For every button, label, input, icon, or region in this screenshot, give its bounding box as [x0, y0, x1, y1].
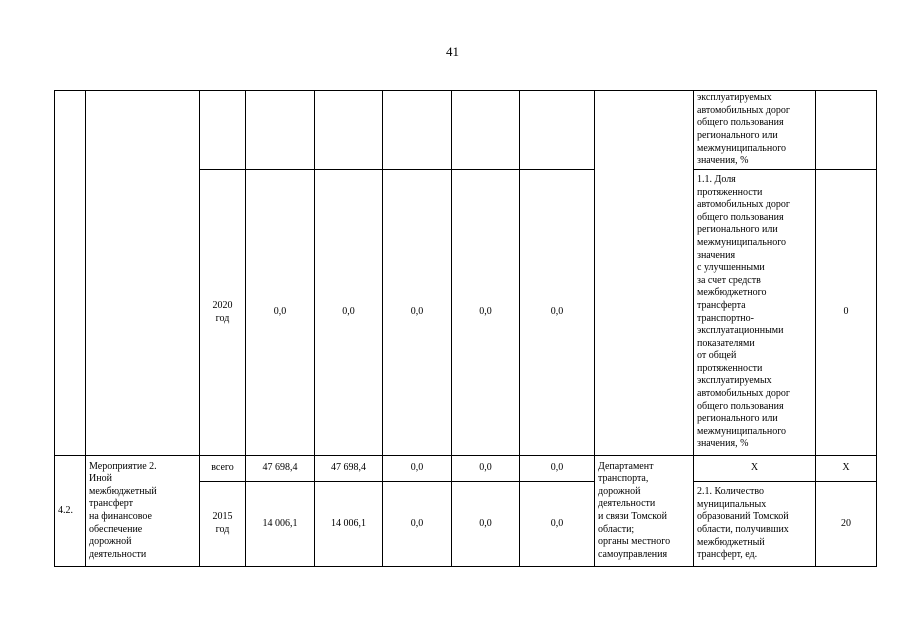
indicator-cell: 2.1. Количество муниципальных образований Томской области, получивших межбюджетный трансферт, ед.	[694, 482, 816, 567]
target-cell: 20	[816, 482, 877, 567]
table-row	[55, 91, 877, 170]
executor-cell: Департамент транспорта, дорожной деятельности и связи Томской области; органы местного самоуправления	[595, 456, 694, 567]
empty-name-cell	[86, 91, 200, 456]
value-cell: 0,0	[383, 456, 452, 482]
value-cell: 0,0	[520, 482, 595, 567]
value-cell: 0,0	[452, 170, 520, 456]
total-label: всего	[200, 456, 246, 482]
program-table	[54, 90, 877, 567]
value-cell: 0,0	[383, 170, 452, 456]
measure-name: Мероприятие 2. Иной межбюджетный трансферт на финансовое обеспечение дорожной деятельности	[86, 456, 200, 567]
value-cell: 0,0	[383, 482, 452, 567]
indicator-cell: 1.1. Доля протяженности автомобильных дорог общего пользования регионального или межмуниципального значения с улучшенными за счет средств межбюджетного трансферта транспортно- эксплуатационными показателями от общей протяженности эксплуатируемых автомобильных дорог общего пользования регионального или межмуниципального значения, %	[694, 170, 816, 456]
value-cell: 0,0	[452, 482, 520, 567]
page-number: 41	[446, 44, 459, 59]
empty-year-cell	[200, 91, 246, 170]
value-cell: 0,0	[520, 170, 595, 456]
value-cell: 0,0	[520, 456, 595, 482]
year-cell: 2020 год	[200, 170, 246, 456]
target-cell: X	[816, 456, 877, 482]
empty-target-cell	[816, 91, 877, 170]
year-cell: 2015 год	[200, 482, 246, 567]
table-row	[55, 456, 877, 482]
empty-executor-cell	[595, 91, 694, 456]
target-cell: 0	[816, 170, 877, 456]
value-cell: 14 006,1	[246, 482, 315, 567]
value-cell: 47 698,4	[246, 456, 315, 482]
indicator-continued: эксплуатируемых автомобильных дорог общего пользования регионального или межмуниципального значения, %	[694, 91, 816, 170]
value-cell: 0,0	[315, 170, 383, 456]
value-cell: 47 698,4	[315, 456, 383, 482]
value-cell: 14 006,1	[315, 482, 383, 567]
measure-number: 4.2.	[55, 456, 86, 567]
value-cell: 0,0	[246, 170, 315, 456]
empty-num-cell	[55, 91, 86, 456]
indicator-cell: X	[694, 456, 816, 482]
value-cell: 0,0	[452, 456, 520, 482]
